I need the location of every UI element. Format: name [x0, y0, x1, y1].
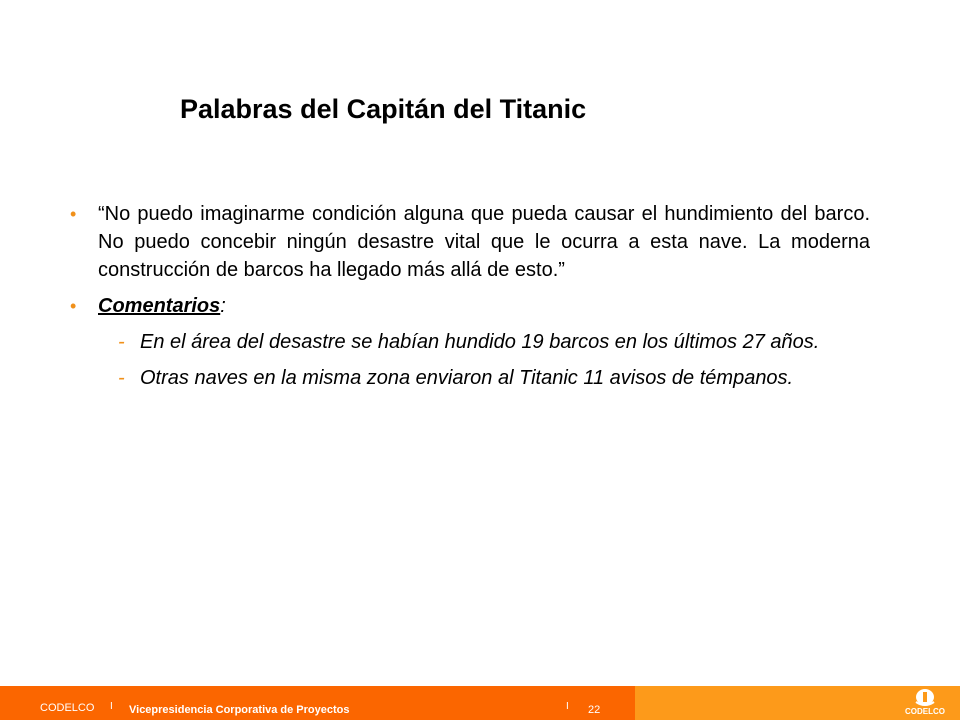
comments-heading: Comentarios	[98, 295, 221, 317]
bullet-icon: •	[70, 296, 77, 316]
logo-mark-icon	[900, 688, 950, 708]
comment-item	[118, 328, 870, 356]
codelco-logo-icon	[900, 688, 950, 718]
footer-bar	[0, 686, 960, 720]
dash-icon: -	[118, 367, 125, 389]
footer-department: Vicepresidencia Corporativa de Proyectos	[129, 704, 350, 716]
footer-org: CODELCO	[40, 702, 95, 714]
footer-separator: I	[110, 701, 113, 712]
quote-bullet	[70, 200, 870, 284]
comments-bullet	[70, 292, 870, 320]
footer-separator: I	[566, 701, 569, 712]
quote-text: “No puedo imaginarme condición alguna que pueda causar el hundimiento del barco. No puedo concebir ningún desastre vital que le ocurra a esta nave. La moderna construcción de barcos ha llegado más allá de esto.”	[98, 203, 870, 281]
page-number: 22	[588, 704, 601, 716]
slide-content	[70, 200, 870, 400]
slide-title: Palabras del Capitán del Titanic	[180, 94, 587, 124]
comment-text: Otras naves en la misma zona enviaron al Titanic 11 avisos de témpanos.	[140, 367, 794, 389]
comments-colon: :	[220, 295, 226, 317]
logo-text: CODELCO	[905, 707, 945, 716]
comment-text: En el área del desastre se habían hundido 19 barcos en los últimos 27 años.	[140, 331, 820, 353]
bullet-icon: •	[70, 204, 77, 224]
dash-icon: -	[118, 331, 125, 353]
comment-item	[118, 364, 870, 392]
